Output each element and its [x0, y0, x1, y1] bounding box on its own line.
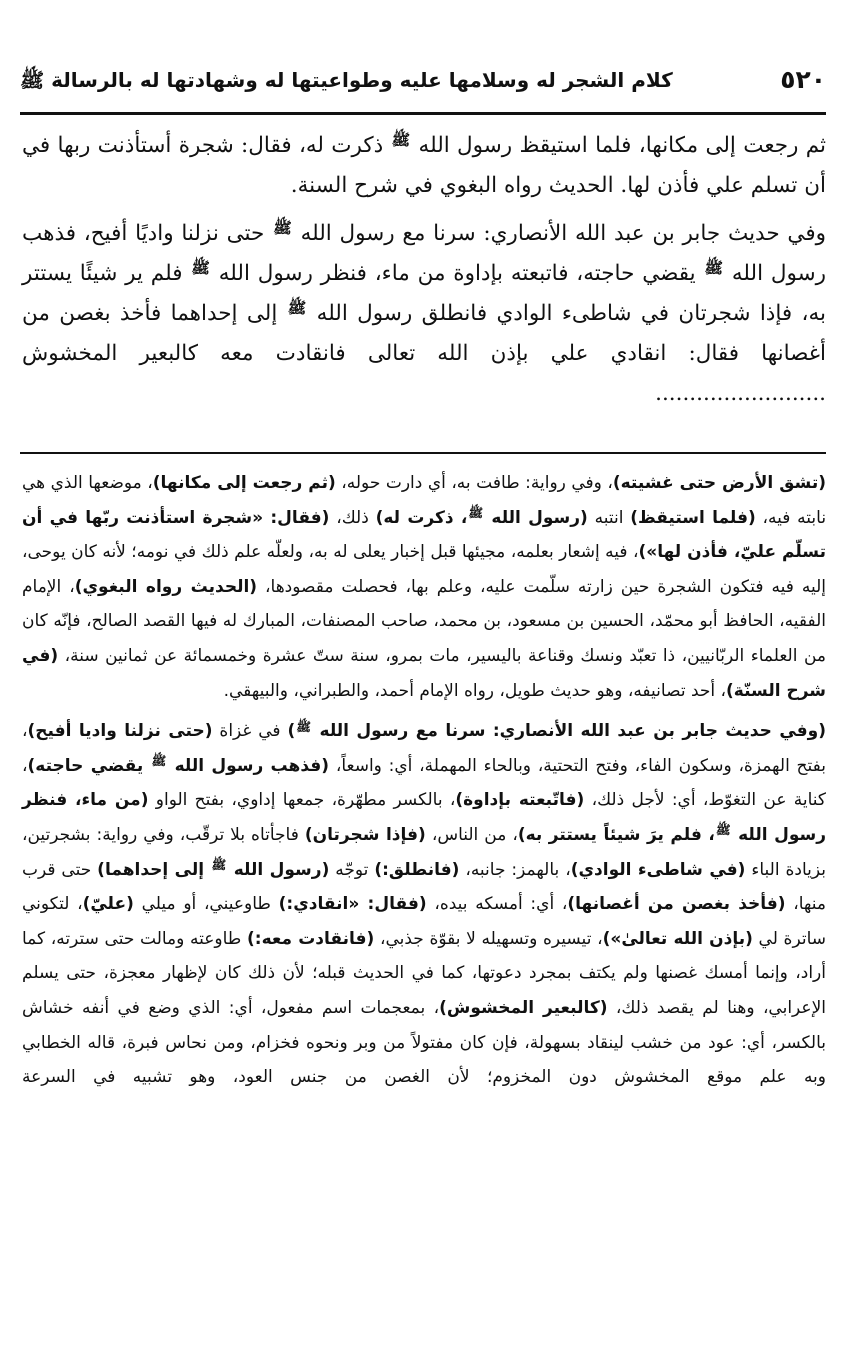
quoted-text: ): [287, 721, 296, 742]
quoted-text: (فقال: «شجرة استأذنت ربّها في أن تسلّم عليّ، فأذن لها»): [22, 507, 826, 563]
quoted-text: ، ذكرت له): [375, 507, 468, 528]
honorific-ligature: ﷺ: [715, 823, 731, 838]
continuation-dots: .........................: [655, 381, 826, 406]
quoted-text: (حتى نزلنا واديا أفيح): [27, 721, 213, 742]
quoted-text: (من ماء، فنظر رسول الله: [22, 790, 826, 845]
commentary-run: ، تيسيره وتسهيله لا بقوّة جذبي،: [374, 928, 603, 949]
main-paragraph-2: [22, 214, 826, 414]
quoted-text: (فأخذ بغصن من أغصانها): [567, 894, 786, 915]
quoted-text: (فإذا شجرتان): [304, 824, 426, 845]
running-header: [20, 62, 826, 102]
commentary-run: ، فيه إشعار بعلمه، مجيئها قبل إخبار يعلى له به، ولعلّه علم ذلك في نومه؛ لأنه كان يوحى، إليه فيه فتكون الشجرة حين زارته سلّمت عليه، وعلم بها، فحصلت مقصودها،: [22, 542, 826, 597]
commentary-text: [22, 466, 826, 1095]
main-text-run: وفي حديث جابر بن عبد الله الأنصاري: سرنا مع رسول الله: [292, 221, 826, 246]
commentary-run: ، كناية عن التغوّط، أي: لأجل ذلك،: [22, 755, 827, 811]
quoted-text: (فاتّبعته بإداوة): [455, 790, 585, 811]
honorific-ligature: ﷺ: [391, 130, 411, 150]
honorific-ligature: ﷺ: [468, 506, 484, 521]
commentary-run: ، بفتح الهمزة، وسكون الفاء، وفتح التحتية، وبالحاء المهملة، أي: واسعاً،: [22, 721, 826, 776]
running-title: كلام الشجر له وسلامها عليه وطواعيتها له وشهادتها له بالرسالة ﷺ: [20, 68, 673, 92]
commentary-run: حتى قرب منها،: [22, 859, 827, 915]
quoted-text: إلى إحداهما): [97, 859, 211, 880]
commentary-run: ، بالهمز: جانبه،: [459, 859, 571, 880]
quoted-text: (فقال: «انقادي:): [278, 894, 427, 915]
quoted-text: (فانقادت معه:): [247, 928, 375, 949]
commentary-run: ، وفي رواية: طافت به، أي دارت حوله،: [335, 473, 613, 493]
quoted-text: (وفي حديث جابر بن عبد الله الأنصاري: سرنا مع رسول الله: [312, 721, 826, 742]
commentary-divider: [20, 452, 826, 454]
commentary-paragraph-1: [22, 466, 826, 708]
main-text: [22, 126, 826, 414]
main-text-run: حتى نزلنا واديًا أفيح، فذهب رسول الله: [22, 221, 826, 286]
main-text-run: ذكرت له، فقال: شجرة أستأذنت ربها في أن تسلم علي فأذن لها. الحديث رواه البغوي في شرح السنة.: [22, 133, 826, 198]
commentary-run: توجّه: [329, 859, 375, 880]
commentary-run: ، الإمام الفقيه، الحافظ أبو محمّد، الحسين بن مسعود، بن محمد، صاحب المصنفات، المبارك له فيها القصد الصالح، فإنّه كان من العلماء الربّانيين، ذا تعبّد ونسك وقناعة باليسير، مات بمرو، سنة ستّ عشرة وخمسمائة عن ثمانين سنة،: [22, 576, 826, 666]
commentary-run: انتبه: [587, 507, 631, 528]
quoted-text: ، فلم يرَ شيئاً يستتر به): [517, 824, 715, 845]
main-text-run: يقضي حاجته، فاتبعته بإداوة من ماء، فنظر رسول الله: [210, 261, 704, 286]
main-paragraph-1: [22, 126, 826, 206]
commentary-run: طاوعيني، أو ميلي: [133, 894, 279, 915]
quoted-text: (تشق الأرض حتى غشيته): [612, 473, 826, 493]
honorific-ligature: ﷺ: [273, 218, 292, 238]
quoted-text: يقضي حاجته): [27, 755, 151, 776]
commentary-run: طاوعته ومالت حتى سترته، كما أراد، وإنما أمسك غصنها ولم يكتف بمجرد دعوتها، كما في الحديث قبله؛ لأن ذلك كان لإظهار معجزة، حتى يسلم الإعرابي، وهنا لم يقصد ذلك،: [22, 928, 826, 1018]
commentary-run: ذلك،: [329, 507, 376, 528]
honorific-ligature: ﷺ: [211, 858, 227, 873]
commentary-run: ، بمعجمات اسم مفعول، أي: الذي وضع في أنفه خشاش بالكسر، أي: عود من خشب لينقاد بسهولة، فإن كان مفتولاً من وبر ونحوه فخزام، ومن نحاس فبرة، قاله الخطابي وبه علم موقع المخشوش دون المخزوم؛ لأن الغصن من جنس العود، وهو تشبيه في السرعة: [22, 997, 826, 1088]
honorific-ligature: ﷺ: [704, 258, 724, 278]
commentary-run: ، أي: أمسكه بيده،: [426, 894, 568, 915]
quoted-text: (رسول الله: [484, 507, 588, 528]
main-text-run: ثم رجعت إلى مكانها، فلما استيقظ رسول الله: [411, 133, 826, 158]
commentary-run: ، بالكسر مطهّرة، جمعها إداوي، بفتح الواو: [148, 790, 456, 811]
main-text-run: إلى إحداهما فأخذ بغصن من أغصانها فقال: انقادي علي بإذن الله تعالى فانقادت معه كالبعير المخشوش: [22, 301, 826, 366]
quoted-text: (بإذن الله تعالىٰ»): [602, 928, 753, 949]
honorific-ligature: ﷺ: [151, 754, 167, 769]
quoted-text: (فانطلق:): [374, 859, 460, 880]
quoted-text: (في شاطىء الوادي): [570, 859, 746, 880]
quoted-text: (ثم رجعت إلى مكانها): [152, 473, 336, 493]
quoted-text: (فلما استيقظ): [630, 507, 756, 528]
quoted-text: (الحديث رواه البغوي): [74, 576, 258, 597]
commentary-paragraph-2: [22, 714, 826, 1095]
quoted-text: (في شرح السنّة): [22, 645, 826, 701]
quoted-text: (عليّ): [82, 894, 134, 915]
quoted-text: (فذهب رسول الله: [167, 755, 330, 776]
commentary-run: فاجأتاه بلا ترقّب، وفي رواية: بشجرتين، بزيادة الباء: [22, 824, 827, 880]
quoted-text: (رسول الله: [227, 859, 330, 880]
header-rule: [20, 112, 826, 115]
commentary-run: ، موضعها الذي هي نابته فيه،: [22, 473, 827, 528]
page-number: ٥٢٠: [780, 65, 826, 94]
honorific-ligature: ﷺ: [191, 258, 210, 278]
quoted-text: (كالبعير المخشوش): [439, 997, 608, 1018]
main-text-run: فلم ير شيئًا يستتر به، فإذا شجرتان في شاطىء الوادي فانطلق رسول الله: [22, 261, 826, 326]
commentary-run: ، لتكوني ساترة لي: [22, 894, 826, 949]
commentary-run: ، من الناس،: [425, 824, 518, 845]
commentary-run: في غزاة: [212, 721, 288, 742]
honorific-ligature: ﷺ: [287, 298, 307, 318]
honorific-ligature: ﷺ: [296, 719, 312, 734]
commentary-run: ، أحد تصانيفه، وهو حديث طويل، رواه الإمام أحمد، والطبراني، والبيهقي.: [223, 680, 726, 701]
